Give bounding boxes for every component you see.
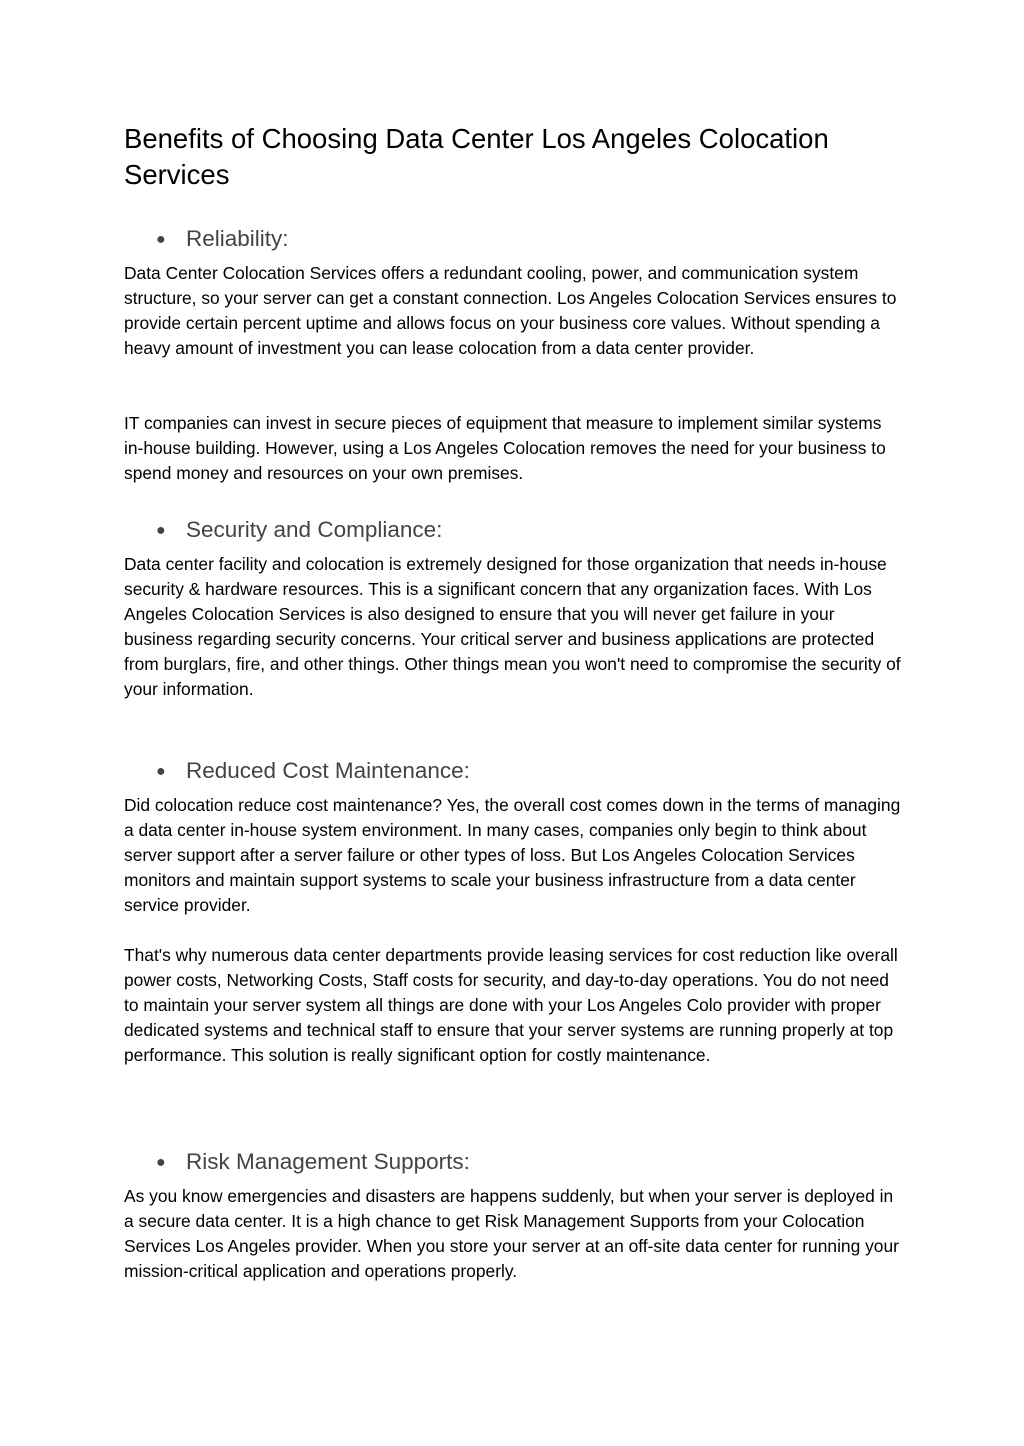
bullet-icon: ● bbox=[156, 231, 166, 248]
section-heading-security-compliance bbox=[156, 515, 442, 546]
bullet-icon: ● bbox=[156, 522, 166, 539]
section-heading-reliability bbox=[156, 224, 289, 255]
section-heading-text: Risk Management Supports: bbox=[186, 1149, 470, 1174]
section-heading-text: Reduced Cost Maintenance: bbox=[186, 758, 470, 783]
section-heading-risk-management-supports bbox=[156, 1147, 470, 1178]
paragraph: Data center facility and colocation is extremely designed for those organization that needs in-house security & hardware resources. This is a significant concern that any organization faces. With Los Angeles Colocation Services is also designed to ensure that you will never get failure in your business regarding security concerns. Your critical server and business applications are protected from burglars, fire, and other things. Other things mean you won't need to compromise the security of your information. bbox=[124, 554, 901, 699]
section-heading-text: Reliability: bbox=[186, 226, 289, 251]
document-title: Benefits of Choosing Data Center Los Angeles Colocation Services bbox=[124, 123, 829, 190]
paragraph: Data Center Colocation Services offers a redundant cooling, power, and communication system structure, so your server can get a constant connection. Los Angeles Colocation Services ensures to provide certain percent uptime and allows focus on your business core values. Without spending a heavy amount of investment you can lease colocation from a data center provider. bbox=[124, 263, 897, 358]
paragraph: IT companies can invest in secure pieces of equipment that measure to implement similar systems in-house building. However, using a Los Angeles Colocation removes the need for your business to spend money and resources on your own premises. bbox=[124, 413, 886, 483]
section-heading-reduced-cost-maintenance bbox=[156, 756, 470, 787]
bullet-icon: ● bbox=[156, 763, 166, 780]
paragraph: Did colocation reduce cost maintenance? Yes, the overall cost comes down in the terms of managing a data center in-house system environment. In many cases, companies only begin to think about server support after a server failure or other types of loss. But Los Angeles Colocation Services monitors and maintain support systems to scale your business infrastructure from a data center service provider. bbox=[124, 795, 901, 915]
section-heading-text: Security and Compliance: bbox=[186, 517, 443, 542]
bullet-icon: ● bbox=[156, 1154, 166, 1171]
paragraph: As you know emergencies and disasters are happens suddenly, but when your server is deployed in a secure data center. It is a high chance to get Risk Management Supports from your Colocation Services Los Angeles provider. When you store your server at an off-site data center for running your mission-critical application and operations properly. bbox=[124, 1186, 899, 1281]
paragraph: That's why numerous data center departments provide leasing services for cost reduction like overall power costs, Networking Costs, Staff costs for security, and day-to-day operations. You do not need to maintain your server system all things are done with your Los Angeles Colo provider with proper dedicated systems and technical staff to ensure that your server systems are running properly at top performance. This solution is really significant option for costly maintenance. bbox=[124, 945, 898, 1065]
